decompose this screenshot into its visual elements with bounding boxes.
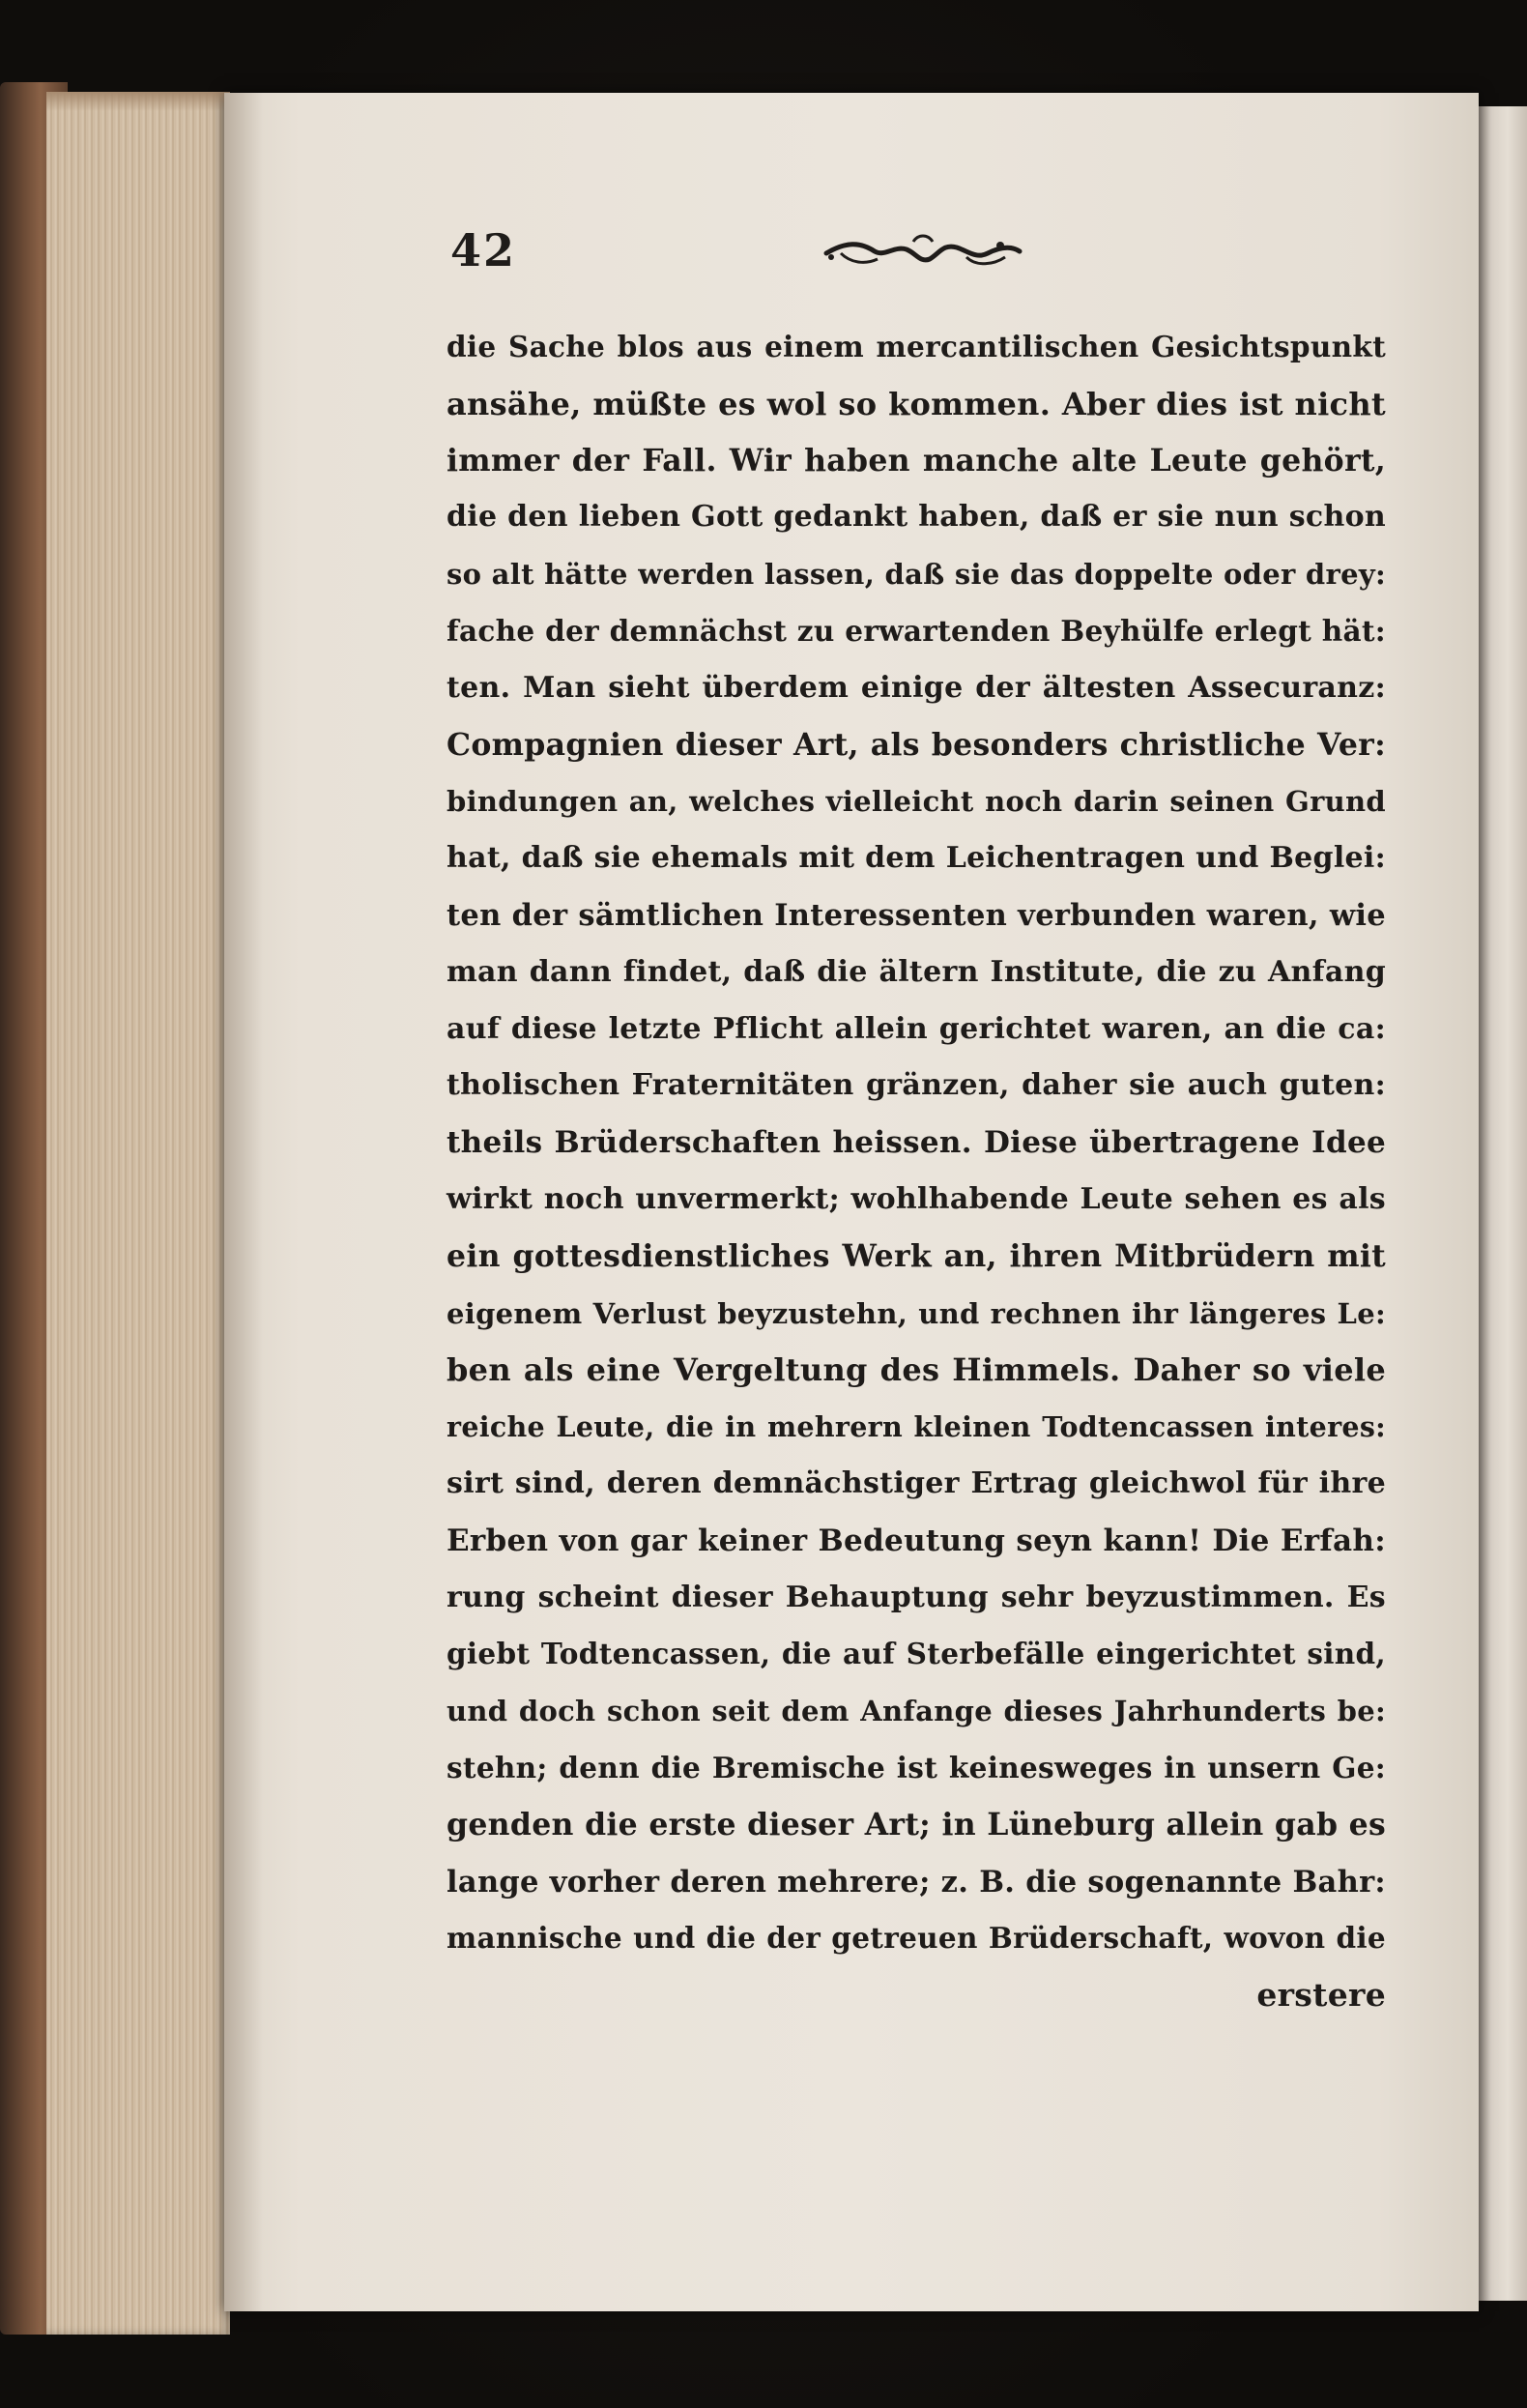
text-line: und doch schon seit dem Anfange dieses Jahrhunderts be: bbox=[447, 1695, 1386, 1728]
text-line: ein gottesdienstliches Werk an, ihren Mitbrüdern mit bbox=[447, 1237, 1386, 1274]
text-line: Compagnien dieser Art, als besonders christliche Ver: bbox=[447, 726, 1386, 763]
text-line: ten. Man sieht überdem einige der ältesten Assecuranz: bbox=[447, 670, 1386, 705]
catchword: erstere bbox=[1256, 1976, 1386, 2015]
text-line: stehn; denn die Bremische ist keinesweges in unsern Ge: bbox=[447, 1750, 1386, 1784]
text-line: die Sache blos aus einem mercantilischen Gesichtspunkt bbox=[447, 330, 1386, 363]
facing-page-edge bbox=[1479, 106, 1527, 2301]
text-line: lange vorher deren mehrere; z. B. die sogenannte Bahr: bbox=[447, 1864, 1386, 1900]
text-line: ansähe, müßte es wol so kommen. Aber dies ist nicht bbox=[447, 385, 1386, 422]
text-line: die den lieben Gott gedankt haben, daß er sie nun schon bbox=[447, 500, 1386, 535]
text-line: auf diese letzte Pflicht allein gerichtet waren, an die ca: bbox=[447, 1011, 1386, 1046]
decorative-flourish-icon bbox=[821, 224, 1024, 280]
text-line: mannische und die der getreuen Brüderschaft, wovon die bbox=[447, 1921, 1386, 1956]
text-line: ten der sämtlichen Interessenten verbunden waren, wie bbox=[447, 897, 1386, 933]
text-line: sirt sind, deren demnächstiger Ertrag gleichwol für ihre bbox=[447, 1465, 1386, 1500]
text-line: eigenem Verlust beyzustehn, und rechnen ihr längeres Le: bbox=[447, 1296, 1386, 1330]
text-line: bindungen an, welches vielleicht noch darin seinen Grund bbox=[447, 785, 1386, 819]
text-line: giebt Todtencassen, die auf Sterbefälle eingerichtet sind, bbox=[447, 1637, 1386, 1671]
text-line: theils Brüderschaften heissen. Diese übertragene Idee bbox=[447, 1125, 1386, 1161]
text-line: man dann findet, daß die ältern Institute, die zu Anfang bbox=[447, 954, 1386, 989]
text-line: genden die erste dieser Art; in Lüneburg allein gab es bbox=[447, 1806, 1386, 1842]
page-number: 42 bbox=[450, 224, 517, 276]
text-line: Erben von gar keiner Bedeutung seyn kann! Die Erfah: bbox=[447, 1523, 1386, 1558]
text-line: hat, daß sie ehemals mit dem Leichentragen und Beglei: bbox=[447, 841, 1386, 876]
text-line: rung scheint dieser Behauptung sehr beyzustimmen. Es bbox=[447, 1580, 1386, 1614]
text-line: fache der demnächst zu erwartenden Beyhülfe erlegt hät: bbox=[447, 613, 1386, 648]
page-gutter-shadow bbox=[224, 93, 263, 2311]
body-text bbox=[447, 319, 1386, 2024]
text-line: immer der Fall. Wir haben manche alte Leute gehört, bbox=[447, 442, 1386, 479]
page-stack bbox=[46, 92, 230, 2335]
page-stack-shadow bbox=[46, 92, 230, 111]
text-line: tholischen Fraternitäten gränzen, daher sie auch guten: bbox=[447, 1068, 1386, 1103]
text-line: so alt hätte werden lassen, daß sie das doppelte oder drey: bbox=[447, 558, 1386, 592]
text-line: ben als eine Vergeltung des Himmels. Daher so viele bbox=[447, 1351, 1386, 1389]
text-line: reiche Leute, die in mehrern kleinen Todtencassen interes: bbox=[447, 1410, 1386, 1444]
text-line: wirkt noch unvermerkt; wohlhabende Leute sehen es als bbox=[447, 1181, 1386, 1216]
